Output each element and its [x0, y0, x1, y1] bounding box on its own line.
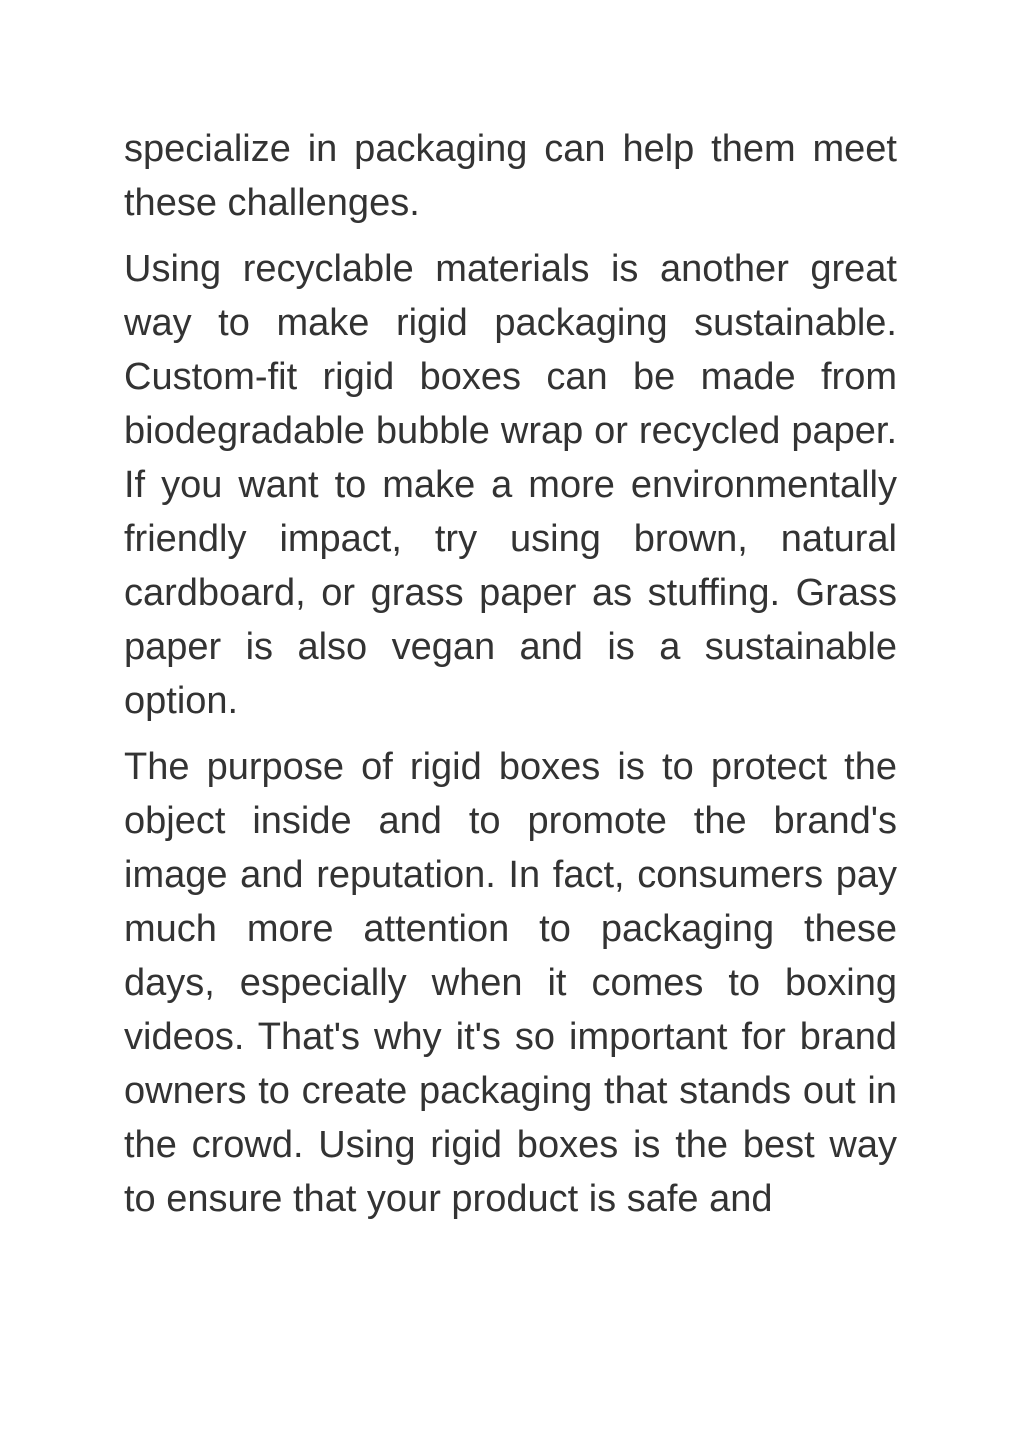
paragraph-purpose-rigid-boxes: The purpose of rigid boxes is to protect the object inside and to promote the brand's image and reputation. In fact, consumers pay much more attention to packaging these days, especially when it comes to boxing videos. That's why it's so important for brand owners to create packaging that stands out in the crowd. Using rigid boxes is the best way to ensure that your product is safe and	[124, 746, 897, 1220]
paragraph-continuation: specialize in packaging can help them meet these challenges.	[124, 128, 897, 224]
document-page	[124, 122, 897, 1238]
paragraph-recyclable-materials: Using recyclable materials is another great way to make rigid packaging sustainable. Custom-fit rigid boxes can be made from biodegradable bubble wrap or recycled paper. If you want to make a more environmentally friendly impact, try using brown, natural cardboard, or grass paper as stuffing. Grass paper is also vegan and is a sustainable option.	[124, 248, 897, 722]
